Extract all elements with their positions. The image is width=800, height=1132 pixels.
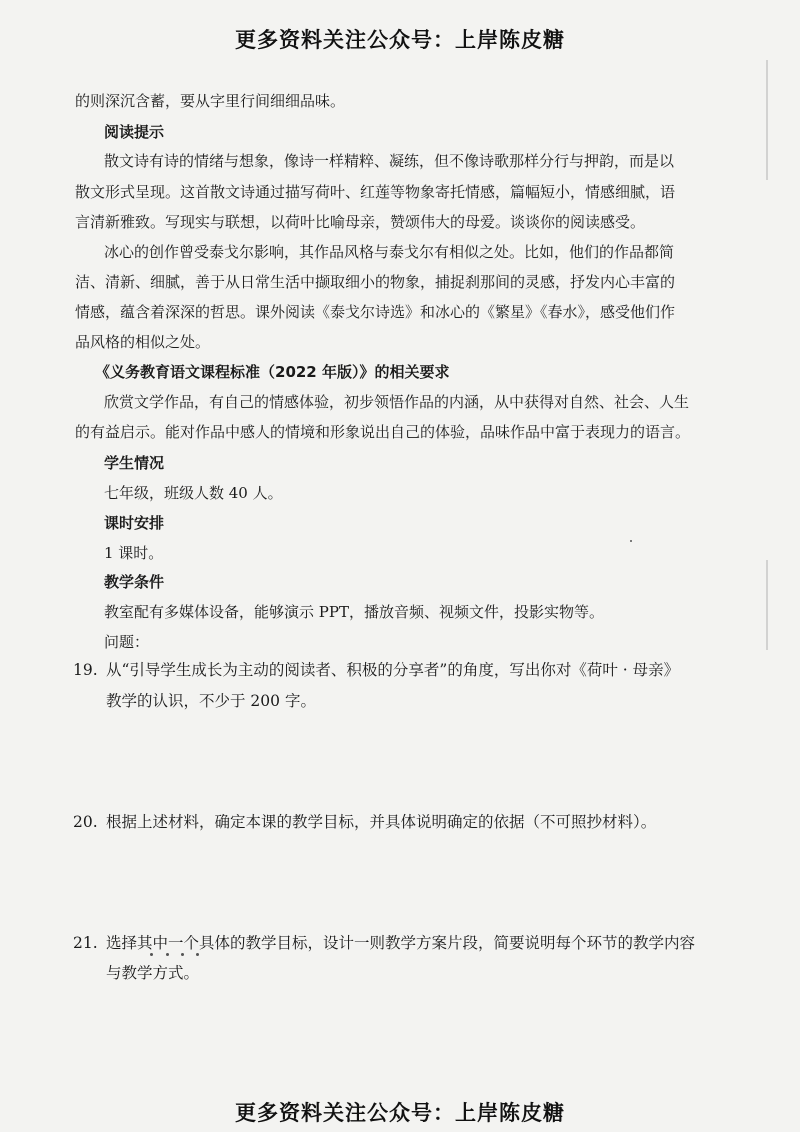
emphasis-dot [166, 953, 169, 956]
question-text-line: 与教学方式。 [106, 964, 200, 982]
standard-heading: 《义务教育语文课程标准（2022 年版）》的相关要求 [95, 363, 450, 381]
conditions-heading: 教学条件 [104, 573, 165, 591]
scan-edge-mark [766, 60, 768, 180]
students-heading: 学生情况 [104, 454, 165, 472]
conditions-text: 教室配有多媒体设备，能够演示 PPT，播放音频、视频文件，投影实物等。 [104, 603, 604, 621]
question-number: 20. [73, 813, 98, 831]
question-number: 21. [73, 934, 98, 952]
standard-line: 欣赏文学作品，有自己的情感体验，初步领悟作品的内涵，从中获得对自然、社会、人生 [104, 393, 690, 411]
reading-tips-p1-line: 散文形式呈现。这首散文诗通过描写荷叶、红莲等物象寄托情感，篇幅短小，情感细腻，语 [75, 183, 676, 201]
reading-tips-p2-line: 情感，蕴含着深深的哲思。课外阅读《泰戈尔诗选》和冰心的《繁星》《春水》，感受他们作 [75, 303, 676, 321]
question-text-line: 教学的认识，不少于 200 字。 [106, 692, 316, 710]
header-banner: 更多资料关注公众号：上岸陈皮糖 [235, 28, 565, 52]
students-text: 七年级，班级人数 40 人。 [104, 484, 283, 502]
footer-banner: 更多资料关注公众号：上岸陈皮糖 [235, 1101, 565, 1125]
emphasis-dot [150, 953, 153, 956]
reading-tips-p2-line: 洁、清新、细腻，善于从日常生活中撷取细小的物象，捕捉刹那间的灵感，抒发内心丰富的 [75, 273, 676, 291]
question-number: 19. [73, 661, 98, 679]
scan-speck [630, 540, 632, 542]
question-text-line: 选择其中一个具体的教学目标，设计一则教学方案片段，简要说明每个环节的教学内容 [106, 934, 696, 952]
question-text-line: 根据上述材料，确定本课的教学目标，并具体说明确定的依据（不可照抄材料）。 [106, 813, 657, 831]
emphasis-dot [181, 953, 184, 956]
questions-label: 问题： [104, 633, 150, 651]
reading-tips-p2-line: 品风格的相似之处。 [75, 333, 211, 351]
schedule-text: 1 课时。 [104, 544, 164, 562]
standard-line: 的有益启示。能对作品中感人的情境和形象说出自己的体验，品味作品中富于表现力的语言。 [75, 423, 691, 441]
reading-tips-p1-line: 散文诗有诗的情绪与想象，像诗一样精粹、凝练，但不像诗歌那样分行与押韵，而是以 [104, 152, 675, 170]
emphasis-dot [196, 953, 199, 956]
intro-line: 的则深沉含蓄，要从字里行间细细品味。 [75, 92, 346, 110]
scan-edge-mark [766, 560, 768, 650]
reading-tips-heading: 阅读提示 [104, 123, 165, 141]
reading-tips-p1-line: 言清新雅致。写现实与联想，以荷叶比喻母亲，赞颂伟大的母爱。谈谈你的阅读感受。 [75, 213, 646, 231]
reading-tips-p2-line: 冰心的创作曾受泰戈尔影响，其作品风格与泰戈尔有相似之处。比如，他们的作品都简 [104, 243, 675, 261]
schedule-heading: 课时安排 [104, 514, 165, 532]
question-text-line: 从“引导学生成长为主动的阅读者、积极的分享者”的角度，写出你对《荷叶 · 母亲》 [106, 661, 680, 679]
